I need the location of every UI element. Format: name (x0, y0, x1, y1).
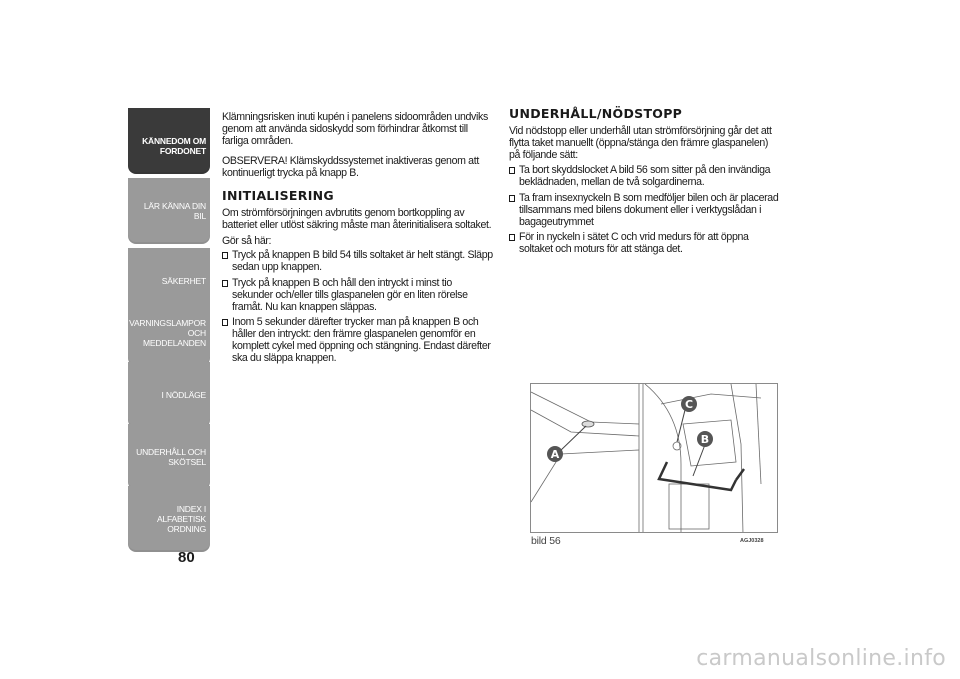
body-paragraph: Vid nödstopp eller underhåll utan strömförsörjning går det att flytta taket manuellt (öppna/stänga den främre glaspanelen) på följande sätt: (509, 125, 772, 161)
step-list (509, 165, 781, 256)
list-item (222, 317, 494, 364)
list-item-text: Inom 5 sekunder därefter trycker man på knappen B och håller den intryckt: den främre glaspanelen genomför en komplett cykel med öppning och stängning. Endast därefter ska du släppa knappen. (232, 316, 491, 364)
step-list (222, 250, 494, 364)
intro-paragraph: Klämningsrisken inuti kupén i panelens sidoområden undviks genom att använda sidoskydd som förhindrar åtkomst till farliga områden. (222, 111, 488, 147)
note-paragraph: OBSERVERA! Klämskyddssystemet inaktiveras genom att kontinuerligt trycka på knapp B. (222, 155, 479, 180)
protective-cap-icon (582, 421, 594, 427)
sunroof-illustration (531, 384, 778, 533)
section-heading-initialisering: INITIALISERING (222, 187, 334, 203)
list-item-text: Ta bort skyddslocket A bild 56 som sitter på den invändiga beklädnaden, mellan de två solgardinerna. (519, 164, 771, 189)
tab-kannedom-om-fordonet[interactable] (128, 108, 210, 174)
figure-code: AGJ0328 (740, 538, 764, 544)
list-item (509, 232, 781, 256)
checkbox-bullet-icon (222, 252, 228, 259)
checkbox-bullet-icon (509, 234, 515, 241)
checkbox-bullet-icon (509, 167, 515, 174)
tab-label: SÄKERHET (161, 276, 206, 286)
label-c: C (684, 398, 694, 411)
checkbox-bullet-icon (222, 280, 228, 287)
checkbox-bullet-icon (509, 195, 515, 202)
tab-label: UNDERHÅLL OCH SKÖTSEL (136, 447, 206, 467)
left-text-column (222, 112, 494, 369)
tab-lar-kanna-din-bil[interactable] (128, 178, 210, 244)
list-item-text: Tryck på knappen B och håll den intryckt i minst tio sekunder och/eller tills glaspanelen gör en liten rörelse framåt. Nu kan knappen släppas. (232, 276, 468, 313)
tab-label: I NÖDLÄGE (161, 390, 206, 400)
list-item-text: För in nyckeln i sätet C och vrid medurs för att öppna soltaket och moturs för att stänga det. (519, 231, 749, 256)
section-heading-underhall-nodstopp: UNDERHÅLL/NÖDSTOPP (509, 106, 683, 121)
page-number: 80 (178, 549, 195, 566)
right-text-column (509, 107, 781, 260)
list-item (222, 250, 494, 274)
list-item-text: Ta fram insexnyckeln B som medföljer bilen och är placerad tillsammans med bilens dokument eller i verktygslådan i bagageutrymmet (519, 191, 779, 228)
tab-varningslampor[interactable] (128, 300, 210, 366)
tab-i-nodlage[interactable] (128, 362, 210, 428)
tab-label: LÄR KÄNNA DIN BIL (143, 201, 206, 221)
list-item-text: Tryck på knappen B bild 54 tills soltaket är helt stängt. Släpp sedan upp knappen. (232, 249, 493, 274)
list-item (222, 278, 494, 313)
body-paragraph: Om strömförsörjningen avbrutits genom bortkoppling av batteriet eller utlöst säkring måste man återinitialisera soltaket. (222, 206, 492, 231)
list-item (509, 193, 781, 228)
body-paragraph: Gör så här: (222, 234, 272, 247)
hex-key-icon (659, 462, 736, 490)
tab-label: KÄNNEDOM OM FORDONET (142, 136, 206, 156)
tab-label: INDEX I ALFABETISK ORDNING (156, 504, 206, 534)
figure-56-illustration (530, 383, 778, 533)
figure-caption: bild 56 (531, 535, 561, 547)
tab-label: VARNINGSLAMPOR OCH MEDDELANDEN (129, 318, 206, 348)
site-watermark: carmanualsonline.info (696, 646, 946, 671)
tab-index[interactable] (128, 486, 210, 552)
list-item (509, 165, 781, 189)
label-b: B (700, 433, 710, 446)
label-a: A (550, 448, 560, 461)
checkbox-bullet-icon (222, 319, 228, 326)
tab-underhall-och-skotsel[interactable] (128, 424, 210, 490)
